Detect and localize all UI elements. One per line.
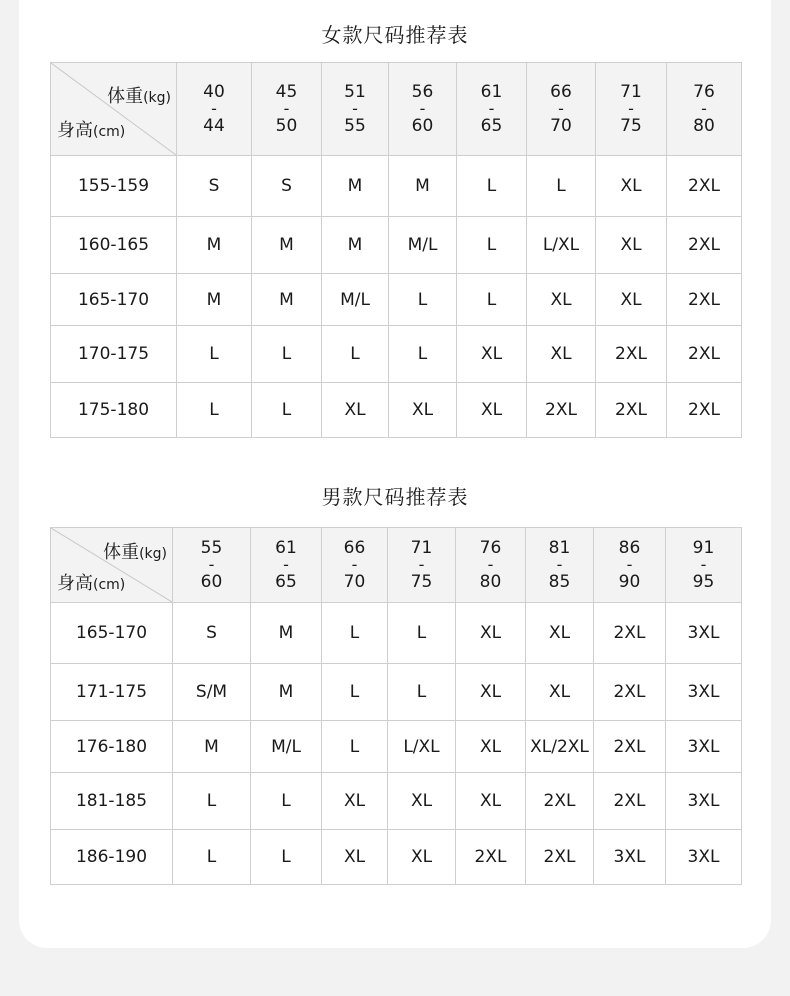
size-cell: L bbox=[251, 830, 322, 885]
table-row bbox=[51, 773, 742, 830]
size-cell: L bbox=[252, 383, 322, 438]
weight-to: 44 bbox=[203, 116, 225, 136]
size-cell: 2XL bbox=[594, 664, 666, 721]
table-row bbox=[51, 156, 742, 217]
size-cell: M bbox=[173, 721, 251, 773]
weight-range-header bbox=[177, 63, 252, 156]
weight-to: 65 bbox=[275, 572, 297, 592]
size-cell: 3XL bbox=[666, 721, 742, 773]
height-range-cell: 175-180 bbox=[51, 383, 177, 438]
table-row bbox=[51, 721, 742, 773]
range-dash: - bbox=[208, 555, 215, 574]
size-cell: M bbox=[177, 274, 252, 326]
size-cell: 3XL bbox=[666, 603, 742, 664]
table-row bbox=[51, 830, 742, 885]
weight-from: 71 bbox=[410, 538, 433, 558]
weight-to: 70 bbox=[550, 116, 572, 136]
range-dash: - bbox=[419, 99, 426, 118]
size-cell: L bbox=[322, 603, 388, 664]
weight-from: 40 bbox=[203, 82, 225, 102]
women-corner-cell bbox=[51, 63, 177, 156]
size-cell: 3XL bbox=[594, 830, 666, 885]
men-size-table bbox=[50, 527, 742, 885]
size-cell: M/L bbox=[251, 721, 322, 773]
size-cell: L/XL bbox=[527, 217, 596, 274]
weight-range-header bbox=[526, 528, 594, 603]
size-cell: L bbox=[389, 274, 457, 326]
weight-range-header bbox=[389, 63, 457, 156]
size-cell: L bbox=[388, 664, 456, 721]
men-table-title: 男款尺码推荐表 bbox=[321, 485, 469, 509]
size-cell: 2XL bbox=[594, 603, 666, 664]
height-header-label: 身高(cm) bbox=[57, 120, 126, 141]
size-cell: 2XL bbox=[594, 721, 666, 773]
size-cell: L bbox=[251, 773, 322, 830]
size-cell: XL bbox=[388, 830, 456, 885]
size-cell: 3XL bbox=[666, 664, 742, 721]
range-dash: - bbox=[628, 99, 634, 118]
weight-from: 55 bbox=[200, 538, 223, 558]
height-range-cell: 171-175 bbox=[51, 664, 173, 721]
range-dash: - bbox=[351, 555, 358, 574]
size-cell: XL bbox=[322, 383, 389, 438]
weight-range-header bbox=[667, 63, 742, 156]
size-cell: XL bbox=[526, 603, 594, 664]
range-dash: - bbox=[700, 555, 707, 574]
size-cell: M bbox=[322, 217, 389, 274]
women-header-row bbox=[51, 63, 742, 156]
weight-range-header bbox=[527, 63, 596, 156]
weight-range-header bbox=[251, 528, 322, 603]
size-cell: L bbox=[322, 721, 388, 773]
weight-to: 55 bbox=[344, 116, 366, 136]
size-cell: 3XL bbox=[666, 773, 742, 830]
range-dash: - bbox=[211, 99, 217, 118]
size-cell: XL bbox=[456, 603, 526, 664]
size-cell: 2XL bbox=[667, 217, 742, 274]
height-range-cell: 176-180 bbox=[51, 721, 173, 773]
size-cell: M bbox=[252, 217, 322, 274]
height-range-cell: 165-170 bbox=[51, 274, 177, 326]
weight-to: 85 bbox=[548, 572, 571, 592]
size-cell: XL bbox=[456, 721, 526, 773]
weight-header-label: 体重(kg) bbox=[107, 86, 171, 107]
weight-to: 75 bbox=[410, 572, 433, 592]
size-cell: 2XL bbox=[667, 326, 742, 383]
size-cell: L bbox=[322, 664, 388, 721]
size-cell: 2XL bbox=[594, 773, 666, 830]
size-cell: L bbox=[173, 830, 251, 885]
size-cell: S/M bbox=[173, 664, 251, 721]
size-cell: XL bbox=[457, 326, 527, 383]
men-header-row bbox=[51, 528, 742, 603]
weight-header-label: 体重(kg) bbox=[103, 542, 167, 563]
weight-range-header bbox=[322, 528, 388, 603]
weight-to: 50 bbox=[275, 116, 298, 136]
weight-range-header bbox=[388, 528, 456, 603]
weight-to: 80 bbox=[479, 572, 502, 592]
size-cell: L bbox=[389, 326, 457, 383]
weight-from: 86 bbox=[618, 538, 641, 558]
weight-from: 56 bbox=[411, 82, 434, 102]
size-cell: L bbox=[457, 156, 527, 217]
weight-from: 91 bbox=[692, 538, 715, 558]
table-row bbox=[51, 664, 742, 721]
size-cell: XL bbox=[322, 773, 388, 830]
size-cell: L bbox=[457, 217, 527, 274]
weight-to: 75 bbox=[620, 116, 642, 136]
weight-to: 60 bbox=[411, 116, 434, 136]
height-range-cell: 165-170 bbox=[51, 603, 173, 664]
size-cell: 2XL bbox=[667, 383, 742, 438]
weight-from: 66 bbox=[343, 538, 366, 558]
size-cell: L bbox=[322, 326, 389, 383]
size-cell: M/L bbox=[389, 217, 457, 274]
size-cell: XL bbox=[389, 383, 457, 438]
size-cell: 2XL bbox=[526, 773, 594, 830]
weight-to: 90 bbox=[618, 572, 641, 592]
size-cell: L bbox=[177, 326, 252, 383]
size-cell: L bbox=[252, 326, 322, 383]
weight-range-header bbox=[457, 63, 527, 156]
range-dash: - bbox=[626, 555, 633, 574]
range-dash: - bbox=[283, 555, 289, 574]
weight-to: 95 bbox=[692, 572, 715, 592]
size-cell: XL bbox=[527, 326, 596, 383]
weight-range-header bbox=[666, 528, 742, 603]
size-cell: XL bbox=[526, 664, 594, 721]
size-cell: XL bbox=[596, 274, 667, 326]
table-row bbox=[51, 274, 742, 326]
weight-from: 81 bbox=[548, 538, 571, 558]
weight-range-header bbox=[456, 528, 526, 603]
size-cell: L bbox=[173, 773, 251, 830]
women-size-table bbox=[50, 62, 742, 438]
size-cell: L bbox=[527, 156, 596, 217]
weight-range-header bbox=[173, 528, 251, 603]
size-cell: M/L bbox=[322, 274, 389, 326]
weight-to: 80 bbox=[693, 116, 715, 136]
weight-from: 71 bbox=[620, 82, 642, 102]
range-dash: - bbox=[558, 99, 564, 118]
weight-to: 65 bbox=[480, 116, 503, 136]
size-cell: M bbox=[251, 664, 322, 721]
size-cell: M bbox=[177, 217, 252, 274]
weight-range-header bbox=[594, 528, 666, 603]
weight-range-header bbox=[322, 63, 389, 156]
size-cell: XL bbox=[596, 217, 667, 274]
size-cell: M bbox=[322, 156, 389, 217]
range-dash: - bbox=[701, 99, 707, 118]
range-dash: - bbox=[487, 555, 494, 574]
height-header-label: 身高(cm) bbox=[57, 573, 126, 594]
weight-range-header bbox=[252, 63, 322, 156]
range-dash: - bbox=[488, 99, 495, 118]
size-cell: XL bbox=[527, 274, 596, 326]
table-row bbox=[51, 326, 742, 383]
weight-to: 60 bbox=[200, 572, 223, 592]
weight-from: 45 bbox=[275, 82, 298, 102]
weight-range-header bbox=[596, 63, 667, 156]
table-row bbox=[51, 383, 742, 438]
women-table-title: 女款尺码推荐表 bbox=[321, 23, 469, 47]
size-cell: XL bbox=[596, 156, 667, 217]
table-row bbox=[51, 217, 742, 274]
weight-from: 76 bbox=[693, 82, 715, 102]
height-range-cell: 160-165 bbox=[51, 217, 177, 274]
size-cell: XL bbox=[457, 383, 527, 438]
size-cell: 3XL bbox=[666, 830, 742, 885]
size-cell: M bbox=[389, 156, 457, 217]
size-cell: 2XL bbox=[456, 830, 526, 885]
size-cell: L bbox=[388, 603, 456, 664]
weight-from: 51 bbox=[344, 82, 366, 102]
size-cell: L/XL bbox=[388, 721, 456, 773]
range-dash: - bbox=[283, 99, 290, 118]
size-cell: 2XL bbox=[667, 156, 742, 217]
size-cell: XL bbox=[456, 664, 526, 721]
men-corner-cell bbox=[51, 528, 173, 603]
weight-from: 76 bbox=[479, 538, 502, 558]
weight-from: 66 bbox=[550, 82, 572, 102]
weight-from: 61 bbox=[480, 82, 503, 102]
size-cell: 2XL bbox=[527, 383, 596, 438]
weight-from: 61 bbox=[275, 538, 297, 558]
range-dash: - bbox=[556, 555, 563, 574]
size-cell: XL bbox=[456, 773, 526, 830]
height-range-cell: 186-190 bbox=[51, 830, 173, 885]
size-cell: XL/2XL bbox=[526, 721, 594, 773]
size-cell: L bbox=[457, 274, 527, 326]
size-cell: 2XL bbox=[526, 830, 594, 885]
range-dash: - bbox=[352, 99, 358, 118]
size-cell: L bbox=[177, 383, 252, 438]
height-range-cell: 155-159 bbox=[51, 156, 177, 217]
size-cell: M bbox=[252, 274, 322, 326]
size-cell: XL bbox=[322, 830, 388, 885]
size-cell: S bbox=[177, 156, 252, 217]
height-range-cell: 170-175 bbox=[51, 326, 177, 383]
range-dash: - bbox=[418, 555, 425, 574]
size-cell: S bbox=[173, 603, 251, 664]
size-cell: 2XL bbox=[596, 383, 667, 438]
size-cell: S bbox=[252, 156, 322, 217]
size-cell: 2XL bbox=[667, 274, 742, 326]
table-row bbox=[51, 603, 742, 664]
height-range-cell: 181-185 bbox=[51, 773, 173, 830]
size-cell: M bbox=[251, 603, 322, 664]
weight-to: 70 bbox=[343, 572, 366, 592]
size-cell: XL bbox=[388, 773, 456, 830]
size-cell: 2XL bbox=[596, 326, 667, 383]
